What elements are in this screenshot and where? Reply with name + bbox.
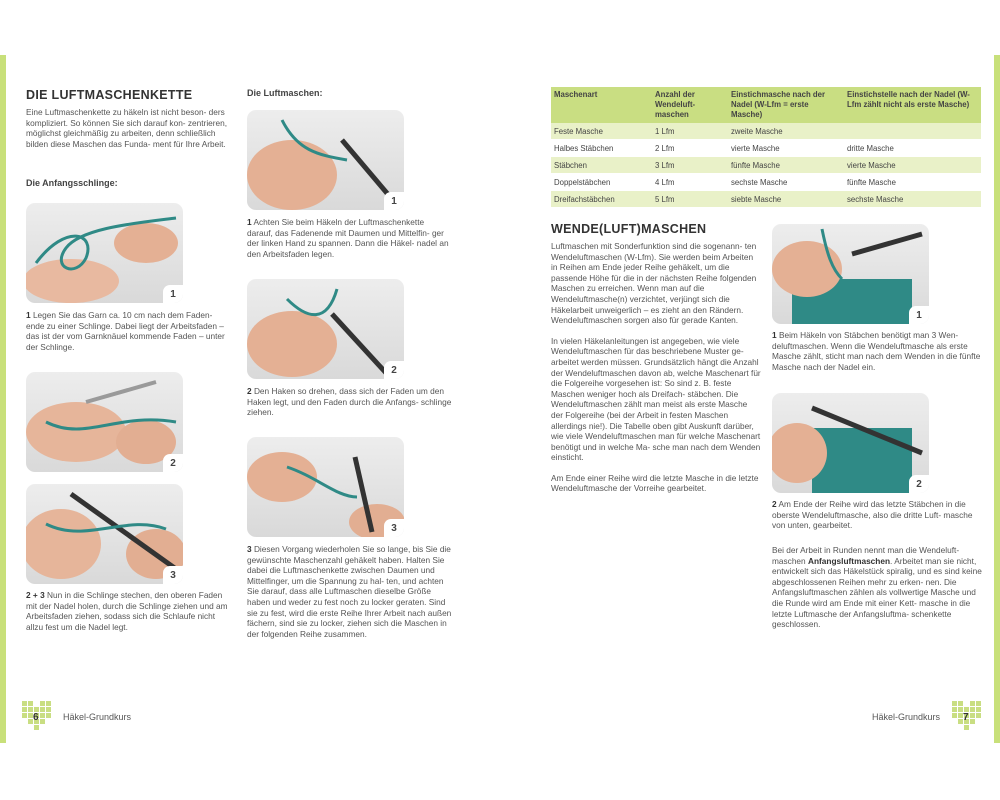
caption-text: Diesen Vorgang wiederholen Sie so lange, bis Sie die gewünschte Maschenzahl gehäkelt haben. Halten Sie dabei die Luftmaschenkette zwischen Daumen und Mittelfinger, um die Spannung zu hal- ten, und achten Sie darauf, dass alle Luftmaschen dieselbe Größe haben und weder zu fest noch zu locker geraten. Sind sie zu fest, wird die erste Reihe Ihrer Arbeit nach außen fächern, sind sie zu locker, ziehen sich die Maschen in der folgenden Reihe zusammen. — [247, 544, 452, 639]
table-cell: Halbes Stäbchen — [551, 140, 652, 157]
caption-text: Achten Sie beim Häkeln der Luftmaschenkette darauf, das Fadenende mit Daumen und Mittelfin- ger der linken Hand zu spannen. Dann die Häkel- nadel an den Arbeitsfaden legen. — [247, 217, 449, 259]
luftmaschen-title: Die Luftmaschen: — [247, 88, 323, 98]
section-heading-luftmaschenkette: DIE LUFTMASCHENKETTE — [26, 88, 193, 102]
photo-anfangsschlinge-1 — [26, 203, 183, 303]
photo-luftmaschen-3 — [247, 437, 404, 537]
paragraph-part: . Arbeitet man sie nicht, entwickelt sich das Häkelstück spiralig, und es sind keine abgeschlossenen Reihen mehr zu erken- nen. Die Anfangsluftmaschen zählen als vollwertige Masche und die Runde wird am Ende mit einer Kett- masche in die letzte Luftmasche der Anfangsluftma- schenkette geschlossen. — [772, 555, 982, 630]
anfangsschlinge-title: Die Anfangsschlinge: — [26, 178, 118, 188]
section-heading-wendeluftmaschen: WENDE(LUFT)MASCHEN — [551, 222, 707, 236]
paragraph: In vielen Häkelanleitungen ist angegeben, wie viele Wendeluftmaschen für das beschriebene Muster ge- arbeitet werden müssen. Grundsätzlich hängt die Anzahl der Wendeluftmaschen davon ab, welche Maschenart für die Folgereihe vorgesehen ist: So sind z. B. feste Maschen weniger hoch als Dreifach- stäbchen. Die Wendeluftmaschen zählt man meist als erste Masche der Folgereihe (bei der Arbeit in festen Maschen allerdings nie!). Die Tabelle oben gibt Auskunft darüber, wie viele Wendeluftmaschen man für welche Maschenart benötigt und in welche Ma- sche man nach dem Wenden einsticht. — [551, 335, 761, 463]
caption-number: 2 — [247, 386, 252, 396]
table-cell: zweite Masche — [728, 123, 844, 140]
table-row — [551, 174, 981, 191]
intro-paragraph: Eine Luftmaschenkette zu häkeln ist nicht beson- ders kompliziert. So können Sie sich darauf kon- zentrieren, möglichst gleichmäßig zu arbeiten, denn schließlich bilden diese Maschen das Funda- ment für Ihre Arbeit. — [26, 107, 228, 149]
table-cell: sechste Masche — [728, 174, 844, 191]
footer-title-left: Häkel-Grundkurs — [63, 712, 132, 722]
table-cell: sechste Masche — [844, 191, 981, 208]
photo-number-badge: 3 — [163, 566, 183, 584]
photo-anfangsschlinge-3 — [26, 484, 183, 584]
table-row — [551, 157, 981, 174]
table-header: Maschenart — [551, 87, 652, 123]
caption-luft-3 — [247, 544, 455, 639]
table-cell: Stäbchen — [551, 157, 652, 174]
table-cell: Doppelstäbchen — [551, 174, 652, 191]
caption-anfang-1 — [26, 310, 231, 352]
paragraph-part: Bei der Arbeit in Runden nennt man die Wendeluft- maschen — [772, 545, 960, 566]
caption-anfang-2-3 — [26, 590, 231, 632]
table-row — [551, 140, 981, 157]
photo-wende-2 — [772, 393, 929, 493]
page-number-right: 7 — [963, 712, 969, 723]
photo-anfangsschlinge-2 — [26, 372, 183, 472]
table-cell: Dreifachstäbchen — [551, 191, 652, 208]
table-cell: vierte Masche — [728, 140, 844, 157]
photo-number-badge: 2 — [384, 361, 404, 379]
bold-term: Anfangsluftmaschen — [807, 555, 891, 566]
table-cell: Feste Masche — [551, 123, 652, 140]
caption-text: Nun in die Schlinge stechen, den oberen Faden mit der Nadel holen, durch die Schlinge ziehen und am Arbeitsfaden ziehen, sodass sich die Schlaufe nicht allzu fest um die Nadel legt. — [26, 590, 228, 632]
table-cell — [844, 123, 981, 140]
caption-text: Den Haken so drehen, dass sich der Faden um den Haken legt, und den Faden durch die Anfangs- schlinge ziehen. — [247, 386, 452, 418]
paragraph: Am Ende einer Reihe wird die letzte Masche in die letzte Wendeluftmasche der Vorreihe gearbeitet. — [551, 472, 759, 494]
photo-number-badge: 3 — [384, 519, 404, 537]
table-row — [551, 123, 981, 140]
page-number-left: 6 — [33, 712, 39, 723]
photo-number-badge: 1 — [909, 306, 929, 324]
caption-text: Am Ende der Reihe wird das letzte Stäbchen in die oberste Wendeluftmasche, also die dritte Luft- masche von unten, gearbeitet. — [772, 499, 973, 531]
table-cell: fünfte Masche — [844, 174, 981, 191]
photo-luftmaschen-1 — [247, 110, 404, 210]
caption-wende-1 — [772, 330, 982, 372]
paragraph: Luftmaschen mit Sonderfunktion sind die sogenann- ten Wendeluftmaschen (W-Lfm). Sie werden beim Arbeiten in Reihen am Ende jeder Reihe gehäkelt, um die passende Höhe für die in der nächsten Reihe folgenden Maschen zu erreichen. Wenn man auf die Wendeluftmasche(n) verzichtet, verjüngt sich die Häkelarbeit unweigerlich – es zieht an den Rändern. Wendeluftmaschen sorgen also für gerade Kanten. — [551, 241, 757, 326]
caption-wende-2 — [772, 499, 982, 531]
table-cell: 3 Lfm — [652, 157, 728, 174]
table-cell: dritte Masche — [844, 140, 981, 157]
wendeluftmaschen-table — [551, 87, 981, 208]
wende-body-text — [551, 241, 761, 504]
table-header: Einstichmasche nach der Nadel (W-Lfm = erste Masche) — [728, 87, 844, 123]
table-header: Einstichstelle nach der Nadel (W-Lfm zählt nicht als erste Masche) — [844, 87, 981, 123]
photo-number-badge: 2 — [163, 454, 183, 472]
caption-number: 1 — [26, 310, 31, 320]
caption-number: 2 — [772, 499, 777, 509]
photo-number-badge: 2 — [909, 475, 929, 493]
caption-luft-2 — [247, 386, 452, 418]
caption-luft-1 — [247, 217, 452, 259]
table-row — [551, 191, 981, 208]
table-cell: vierte Masche — [844, 157, 981, 174]
table-header: Anzahl der Wendeluft- maschen — [652, 87, 728, 123]
table-header-row — [551, 87, 981, 123]
caption-text: Legen Sie das Garn ca. 10 cm nach dem Faden- ende zu einer Schlinge. Dabei liegt der Arbeitsfaden – das ist der vom Garnknäuel kommende Faden – unter der Schlinge. — [26, 310, 225, 352]
table-cell: 2 Lfm — [652, 140, 728, 157]
anfangsluftmaschen-paragraph — [772, 545, 982, 630]
table-cell: 1 Lfm — [652, 123, 728, 140]
photo-wende-1 — [772, 224, 929, 324]
caption-number: 3 — [247, 544, 252, 554]
caption-number: 2 + 3 — [26, 590, 45, 600]
caption-number: 1 — [772, 330, 777, 340]
footer-title-right: Häkel-Grundkurs — [872, 712, 941, 722]
right-edge-accent — [994, 55, 1000, 743]
photo-number-badge: 1 — [384, 192, 404, 210]
table-cell: 4 Lfm — [652, 174, 728, 191]
caption-number: 1 — [247, 217, 252, 227]
left-edge-accent — [0, 55, 6, 743]
table-cell: siebte Masche — [728, 191, 844, 208]
table-cell: fünfte Masche — [728, 157, 844, 174]
table-cell: 5 Lfm — [652, 191, 728, 208]
caption-text: Beim Häkeln von Stäbchen benötigt man 3 Wen- deluftmaschen. Wenn die Wendeluftmasche als erste Masche zählt, sticht man nach dem Wenden in die fünfte Masche nach der Nadel ein. — [772, 330, 981, 372]
photo-number-badge: 1 — [163, 285, 183, 303]
photo-luftmaschen-2 — [247, 279, 404, 379]
